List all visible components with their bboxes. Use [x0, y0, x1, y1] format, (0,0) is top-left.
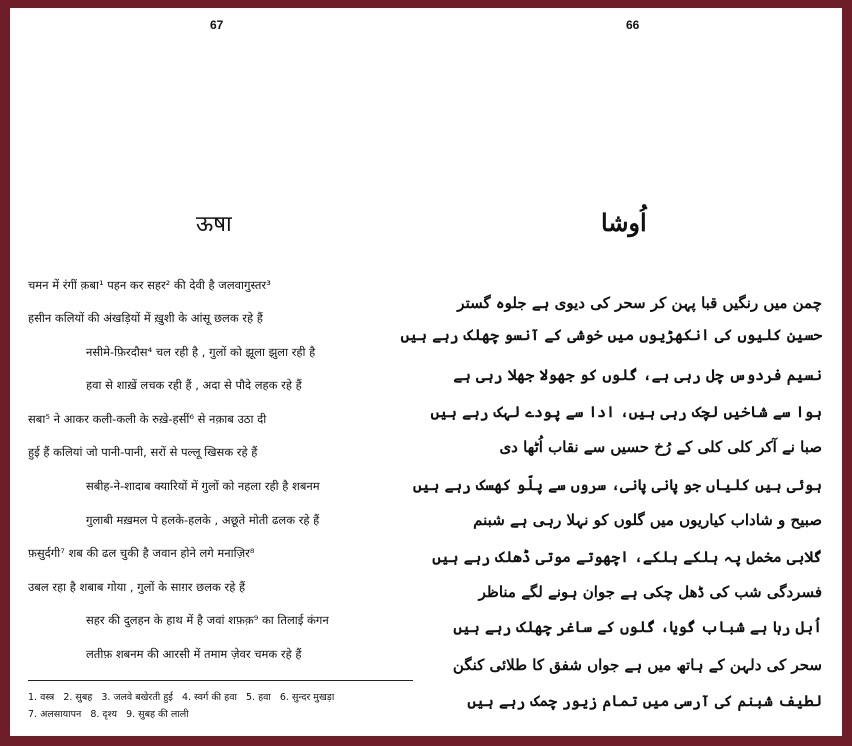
verse-line: सहर की दुलहन के हाथ में है जवां शफ़क़⁹ का तिलाई कंगन: [86, 613, 329, 627]
verse-line: صبا نے آکر کلی کلی کے رُخ حسیں سے نقاب اُٹھا دی: [499, 438, 822, 456]
verse-line: ہوا سے شاخیں لچک رہی ہیں، ادا سے پودے لہک رہے ہیں: [430, 403, 822, 421]
footnote: 3. जलवे बखेरती हुई: [101, 692, 173, 703]
right-page: [400, 8, 842, 736]
verse-line: चमन में रंगीं क़बा¹ पहन कर सहर² की देवी है जलवागुस्तर³: [28, 278, 271, 292]
footnotes-row-2: [28, 706, 413, 723]
verse-line: صبیح و شاداب کیاریوں میں گلوں کو نہلا رہی ہے شبنم: [473, 511, 822, 529]
verse-line: فسردگی شب کی ڈھل چکی ہے جوان ہونے لگے مناظر: [478, 583, 822, 601]
footnote: 4. स्वर्ग की हवा: [181, 692, 237, 703]
verse-line: हसीन कलियों की अंखड़ियों में ख़ुशी के आंसू छलक रहे हैं: [28, 311, 263, 325]
page-number-right: 66: [626, 18, 640, 32]
verse-line: چمن میں رنگیں قبا پہن کر سحر کی دیوی ہے جلوہ گستر: [457, 294, 822, 312]
footnotes-row-1: [28, 689, 413, 706]
verse-line: لطیف شبنم کی آرسی میں تمام زیور چمک رہے ہیں: [467, 692, 822, 710]
verse-line: सबा⁵ ने आकर कली-कली के रुख़े-हसीं⁶ से नक़ाब उठा दी: [28, 412, 267, 426]
footnote: 6. सुन्दर मुखड़ा: [279, 692, 335, 703]
verse-line: हवा से शाख़ें लचक रही हैं , अदा से पौदे लहक रहे हैं: [86, 378, 302, 392]
poem-title-hindi: ऊषा: [196, 212, 232, 237]
verse-line: हुई हैं कलियां जो पानी-पानी, सरों से पल्लू खिसक रहे हैं: [28, 445, 258, 459]
verse-line: फ़सुर्दगी⁷ शब की ढल चुकी है जवान होने लगे मनाज़िर⁸: [28, 546, 255, 560]
verse-line: लतीफ़ शबनम की आरसी में तमाम ज़ेवर चमक रहे हैं: [86, 647, 302, 661]
verse-line: गुलाबी मख़मल पे हलके-हलके , अछूते मोती ढलक रहे हैं: [86, 513, 320, 527]
footnote: 2. सुबह: [63, 692, 93, 703]
footnote: 9. सुबह की लाली: [126, 709, 189, 720]
verse-line: سحر کی دلہن کے ہاتھ میں ہے جواں شفق کا طلائی کنگن: [452, 656, 822, 674]
verse-line: گلابی مخمل پہ ہلکے ہلکے، اچھوتے موتی ڈھلک رہے ہیں: [432, 548, 822, 566]
verse-line: उबल रहा है शबाब गोया , गुलों के साग़र छलक रहे हैं: [28, 580, 246, 594]
page-number-left: 67: [210, 18, 224, 32]
verse-line: حسین کلیوں کی انکھڑیوں میں خوشی کے آنسو چھلک رہے ہیں: [400, 326, 822, 344]
book-spread: [10, 8, 842, 736]
verse-line: सबीह-ने-शादाब क्यारियों में गुलों को नहला रही है शबनम: [86, 479, 320, 493]
footnote: 5. हवा: [245, 692, 271, 703]
poem-title-urdu: اُوشا: [601, 208, 647, 237]
verse-line: ہوئی ہیں کلیاں جو پانی پانی، سروں سے پلّو کھسک رہے ہیں: [412, 476, 822, 494]
footnote: 1. वस्त्र: [28, 692, 55, 703]
left-page: [10, 8, 426, 736]
footnote: 8. दृश्य: [90, 709, 118, 720]
verse-line: نسیم فردوس چل رہی ہے، گلوں کو جھولا جھلا رہی ہے: [453, 366, 822, 384]
verse-line: नसीमे-फ़िरदौस⁴ चल रही है , गुलों को झूला झुला रही है: [86, 345, 316, 359]
footnotes: [28, 680, 413, 723]
verse-line: اُبل رہا ہے شباب گویا، گلوں کے ساغر چھلک رہے ہیں: [453, 618, 822, 636]
footnote: 7. अलसायापन: [28, 709, 82, 720]
